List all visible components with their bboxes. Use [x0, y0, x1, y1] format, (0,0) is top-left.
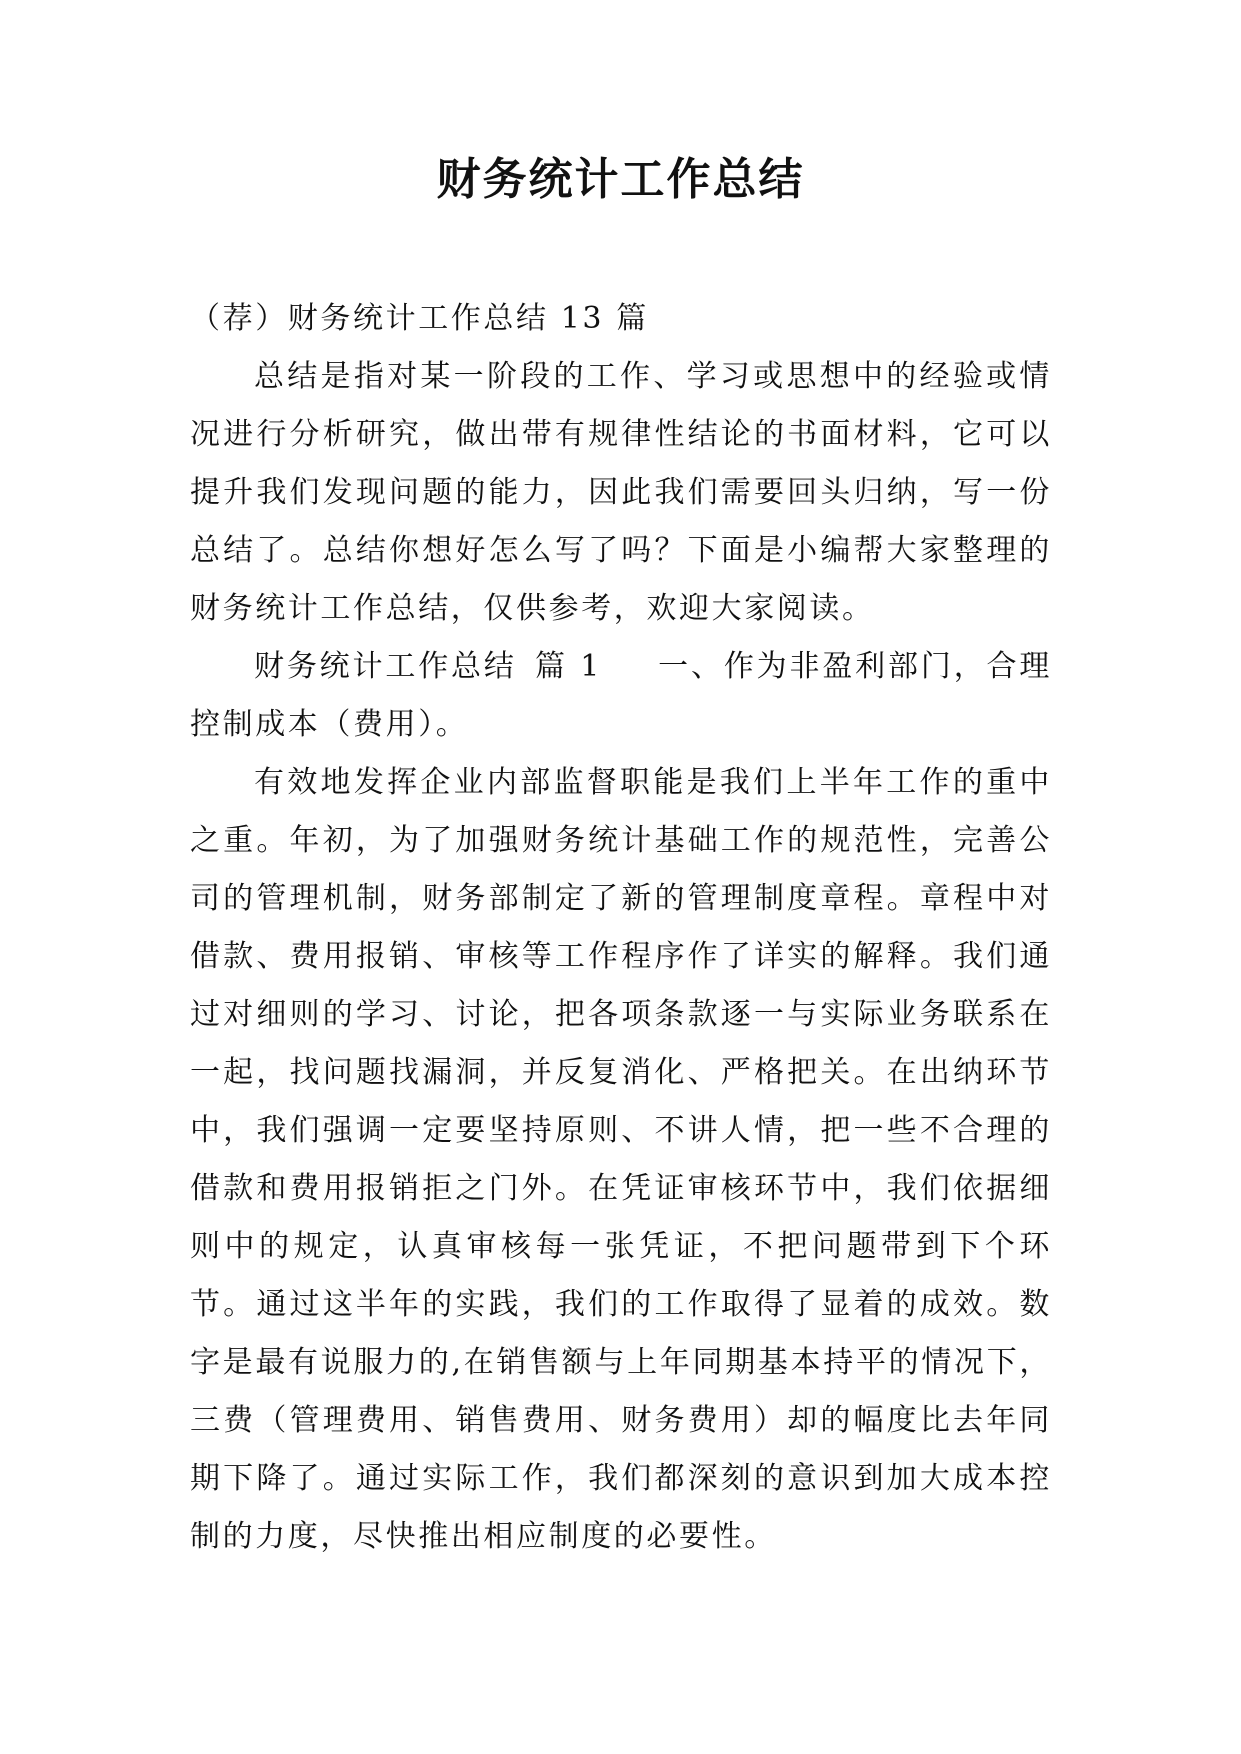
body-paragraph: 有效地发挥企业内部监督职能是我们上半年工作的重中之重。年初，为了加强财务统计基础工作的规范性，完善公司的管理机制，财务部制定了新的管理制度章程。章程中对借款、费用报销、审核等工作程序作了详实的解释。我们通过对细则的学习、讨论，把各项条款逐一与实际业务联系在一起，找问题找漏洞，并反复消化、严格把关。在出纳环节中，我们强调一定要坚持原则、不讲人情，把一些不合理的借款和费用报销拒之门外。在凭证审核环节中，我们依据细则中的规定，认真审核每一张凭证，不把问题带到下个环节。通过这半年的实践，我们的工作取得了显着的成效。数字是最有说服力的,在销售额与上年同期基本持平的情况下，三费（管理费用、销售费用、财务费用）却的幅度比去年同期下降了。通过实际工作，我们都深刻的意识到加大成本控制的力度，尽快推出相应制度的必要性。: [190, 765, 1052, 1554]
section-label: 篇 1: [534, 649, 602, 684]
section-heading: 财务统计工作总结: [254, 649, 517, 684]
document-body: [190, 290, 1052, 1566]
document-subtitle: （荐）财务统计工作总结 13 篇: [190, 301, 649, 336]
section-point: 一、作为非盈利部门，合理控制成本（费用）。: [190, 649, 1052, 742]
document-title: 财务统计工作总结: [436, 154, 805, 205]
intro-paragraph: 总结是指对某一阶段的工作、学习或思想中的经验或情况进行分析研究，做出带有规律性结论的书面材料，它可以提升我们发现问题的能力，因此我们需要回头归纳，写一份总结了。总结你想好怎么写了吗？下面是小编帮大家整理的财务统计工作总结，仅供参考，欢迎大家阅读。: [190, 359, 1052, 626]
section-1-paragraph: [190, 638, 1052, 754]
